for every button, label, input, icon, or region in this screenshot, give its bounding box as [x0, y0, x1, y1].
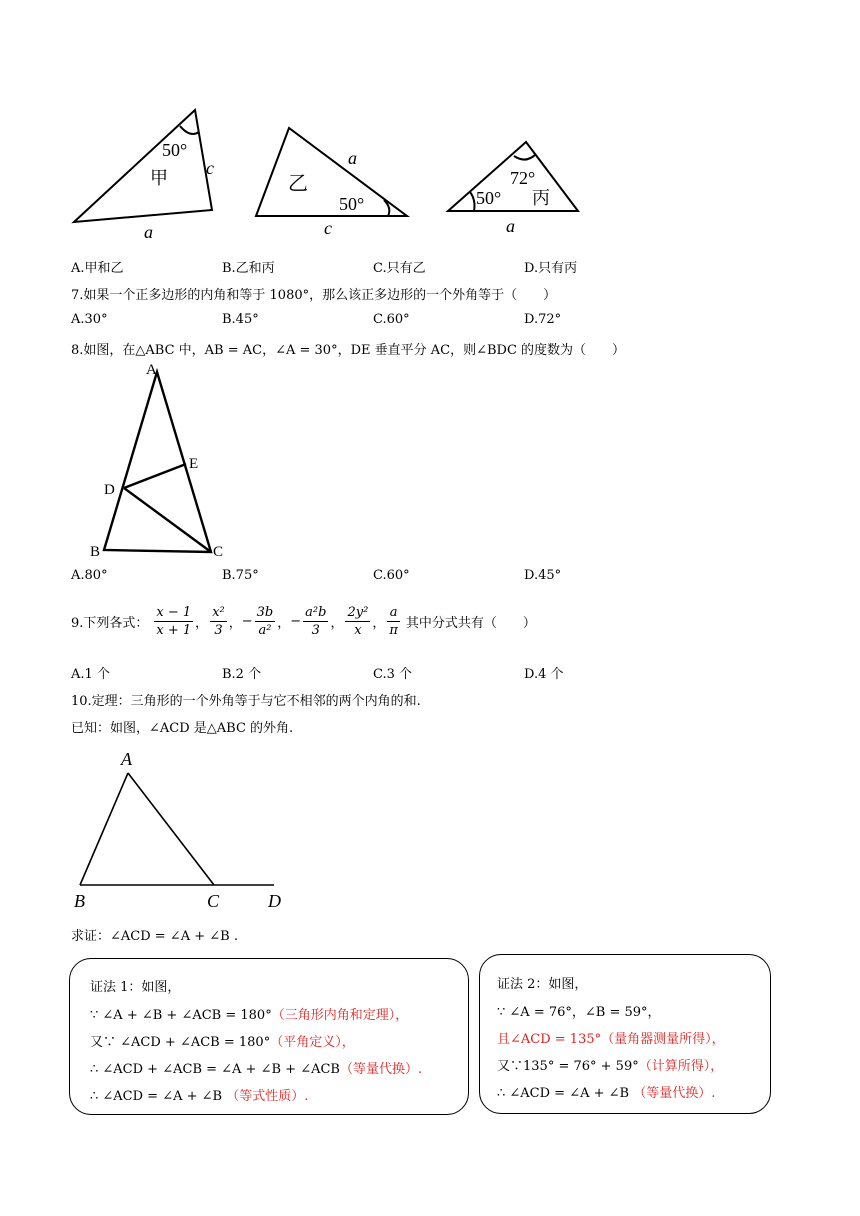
q9-option-b[interactable]: B.2 个 [222, 667, 262, 682]
q9-fraction-5 [345, 604, 370, 639]
q9-f5-den: x [354, 623, 362, 638]
q8-label-d: D [104, 482, 115, 498]
q6-option-c[interactable]: C.只有乙 [373, 261, 426, 276]
proof-1-line-2-stmt: 又∵ ∠ACD + ∠ACB = 180° [90, 1035, 271, 1050]
q8-option-b[interactable]: B.75° [222, 568, 259, 583]
q10-label-c: C [207, 891, 220, 911]
proof-1-line-4 [90, 1085, 308, 1104]
q7-option-d[interactable]: D.72° [524, 312, 562, 327]
q6-triangles-figure [66, 104, 586, 244]
proof-1-box [69, 958, 469, 1115]
q9-fraction-6 [387, 604, 400, 639]
q9-f6-num: a [387, 604, 400, 622]
proof-2-line-4 [497, 1082, 715, 1101]
proof-2-line-4-reason: （等量代换）. [633, 1086, 716, 1101]
yi-angle-label: 50° [339, 194, 365, 214]
q7-option-b[interactable]: B.45° [222, 312, 259, 327]
q6-option-b[interactable]: B.乙和丙 [222, 261, 275, 276]
proof-1-line-3 [90, 1058, 422, 1077]
bing-name-label: 丙 [532, 188, 550, 208]
proof-1-line-4-stmt: ∴ ∠ACD = ∠A + ∠B [90, 1089, 227, 1104]
q8-triangle-figure [86, 360, 236, 560]
q10-given: 已知：如图，∠ACD 是△ABC 的外角. [71, 721, 294, 736]
jia-angle-label: 50° [162, 140, 188, 160]
q6-option-a[interactable]: A.甲和乙 [71, 261, 124, 276]
q7-option-a[interactable]: A.30° [71, 312, 108, 327]
q9-f1-num: x − 1 [156, 605, 192, 620]
q9-fraction-1 [154, 604, 193, 639]
q10-label-b: B [74, 891, 85, 911]
jia-side-a-label: a [144, 222, 153, 242]
q9-f1-den: x + 1 [156, 623, 192, 638]
q10-prove: 求证：∠ACD = ∠A + ∠B . [71, 929, 238, 944]
proof-2-line-1 [497, 1001, 661, 1020]
bing-angle2-label: 72° [510, 168, 536, 188]
q6-option-d[interactable]: D.只有丙 [524, 261, 578, 276]
proof-1-line-1 [90, 1004, 408, 1023]
q7-option-c[interactable]: C.60° [373, 312, 410, 327]
bing-angle1-label: 50° [476, 188, 502, 208]
q9-f6-den: π [389, 623, 398, 638]
proof-2-line-3-stmt: 又∵135° = 76° + 59° [497, 1059, 639, 1074]
q9-f2-den: 3 [214, 623, 223, 638]
q9-fraction-2 [210, 604, 227, 639]
proof-2-line-2 [497, 1028, 725, 1047]
jia-name-label: 甲 [150, 168, 168, 188]
proof-2-line-1-stmt: ∵ ∠A = 76°，∠B = 59°， [497, 1005, 661, 1020]
q8-label-b: B [90, 544, 101, 560]
proof-2-line-3 [497, 1055, 723, 1074]
triangle-jia [74, 110, 212, 222]
q8-option-a[interactable]: A.80° [71, 568, 108, 583]
q8-option-c[interactable]: C.60° [373, 568, 410, 583]
q9-sign-3: − [241, 614, 253, 629]
q9-f2-num: x² [212, 605, 225, 620]
proof-1-line-4-reason: （等式性质）. [226, 1089, 309, 1104]
proof-1-line-1-stmt: ∵ ∠A + ∠B + ∠ACB = 180° [90, 1008, 272, 1023]
q9-f5-num: 2y² [347, 605, 369, 620]
proof-2-line-2-stmt: 且∠ACD = 135°（量角器测量所得）， [497, 1032, 725, 1047]
q9-f3-den: a² [258, 623, 272, 638]
proof-2-line-4-stmt: ∴ ∠ACD = ∠A + ∠B [497, 1086, 634, 1101]
proof-2-title: 证法 2：如图， [497, 977, 588, 992]
q10-label-d: D [268, 891, 281, 911]
jia-side-c-label: c [206, 158, 214, 178]
q9-fraction-4 [303, 604, 328, 639]
proof-2-line-3-reason: （计算所得）， [638, 1059, 724, 1074]
q8-label-c: C [213, 544, 224, 560]
q8-label-e: E [189, 456, 199, 472]
bing-side-a-label: a [506, 216, 515, 236]
triangle-yi [256, 128, 407, 216]
q9-option-c[interactable]: C.3 个 [373, 667, 413, 682]
yi-side-c-label: c [324, 218, 332, 238]
q9-f3-num: 3b [256, 605, 274, 620]
proof-1-line-2 [90, 1031, 355, 1050]
yi-name-label: 乙 [288, 173, 308, 195]
proof-2-box [479, 954, 771, 1114]
proof-1-line-3-reason: （等量代换）. [339, 1062, 423, 1077]
q9-suffix: 其中分式共有（ ） [405, 616, 536, 631]
q9-f4-num: a²b [305, 605, 327, 620]
yi-side-a-label: a [348, 148, 357, 168]
proof-1-title: 证法 1：如图， [90, 980, 181, 995]
q10-triangle-figure [70, 745, 290, 915]
q9-option-a[interactable]: A.1 个 [71, 667, 110, 682]
q9-question: 9.下列各式： $\frac{x - 1}{x + 1}$ ， $\frac{\text{x²}}{3}$ ， − $\frac{3b}{\text{a²}}$ ， − $\frac{\text{a²b}}{3}$ ， $\frac{\text{2y²}}{x}$ ， $\frac{a}{\pi}$ 其中分式共有（ ） [71, 605, 536, 638]
proof-1-line-1-reason: （三角形内角和定理）， [271, 1008, 409, 1023]
q10-theorem: 10.定理：三角形的一个外角等于与它不相邻的两个内角的和. [71, 694, 421, 709]
proof-1-line-2-reason: （平角定义）， [270, 1035, 355, 1050]
q8-label-a: A [146, 362, 157, 378]
q8-option-d[interactable]: D.45° [524, 568, 562, 583]
q8-question-text: 8.如图，在△ABC 中，AB = AC，∠A = 30°，DE 垂直平分 AC，则∠BDC 的度数为（ ） [71, 343, 626, 358]
q9-f4-den: 3 [311, 623, 320, 638]
proof-1-line-3-stmt: ∴ ∠ACD + ∠ACB = ∠A + ∠B + ∠ACB [90, 1062, 340, 1077]
q10-label-a: A [121, 749, 132, 769]
q9-option-d[interactable]: D.4 个 [524, 667, 564, 682]
q9-prefix: 9.下列各式： [71, 616, 149, 631]
q7-question-text: 7.如果一个正多边形的内角和等于 1080°，那么该正多边形的一个外角等于（ ） [71, 288, 557, 303]
q9-sign-4: − [290, 614, 302, 629]
q9-fraction-3 [255, 604, 276, 639]
